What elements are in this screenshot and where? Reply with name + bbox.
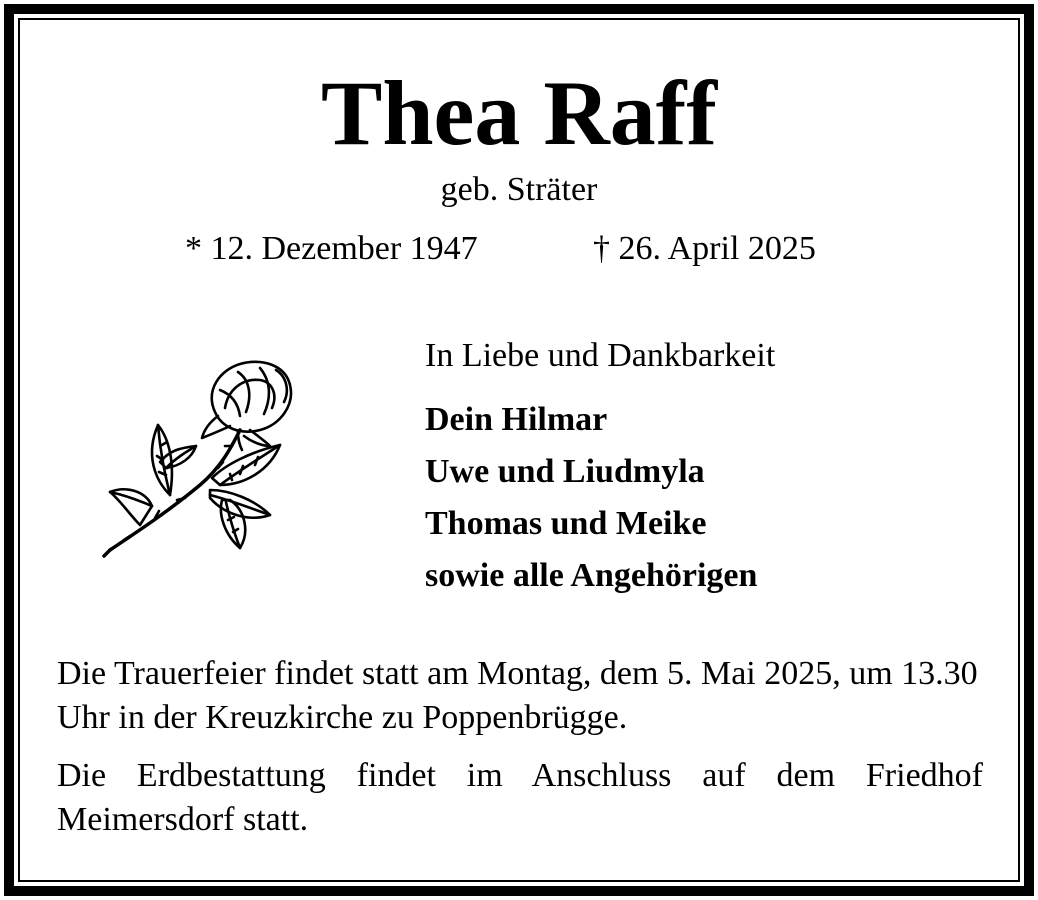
burial-info: Die Erdbestattung findet im Anschluss auf dem Friedhof Meimersdorf statt. [57,757,983,838]
birth-date: * 12. Dezember 1947 [185,230,478,267]
mourners-list [425,394,757,602]
maiden-name: geb. Sträter [440,171,598,208]
ceremony-info: Die Trauerfeier findet statt am Montag, dem 5. Mai 2025, um 13.30 Uhr in der Kreuzkirche zu Poppenbrügge. [57,655,978,736]
death-date: † 26. April 2025 [593,230,816,267]
thanks-line: In Liebe und Dankbarkeit [425,337,776,374]
mourner-name: Dein Hilmar [425,401,608,438]
mourner-name: Thomas und Meike [425,505,707,542]
deceased-name: Thea Raff [320,62,718,164]
rose-icon [100,350,310,565]
mourner-name: Uwe und Liudmyla [425,453,705,490]
mourner-name: sowie alle Angehörigen [425,557,758,594]
